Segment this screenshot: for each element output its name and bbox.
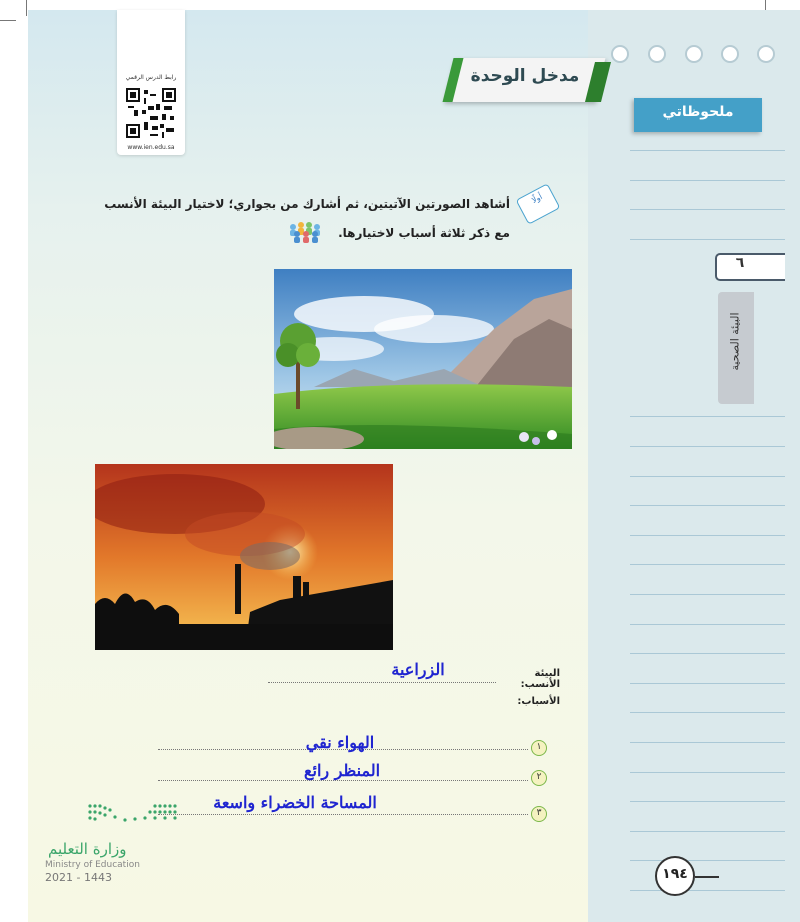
banner-title: مدخل الوحدة <box>470 66 580 86</box>
notebook-rule-line <box>630 860 785 861</box>
instruction-line: أشاهد الصورتين الآتيتين، ثم أشارك من بجواري؛ لاختيار البيئة الأنسب <box>104 197 510 211</box>
binder-ring <box>757 45 775 63</box>
qr-code-icon[interactable] <box>126 88 176 138</box>
reason-answer[interactable]: الهواء نقي <box>305 733 375 752</box>
notebook-rule-line <box>630 772 785 773</box>
notebook-rule-line <box>630 564 785 565</box>
reason-number: ٢ <box>531 770 547 786</box>
crop-mark <box>0 20 16 21</box>
notes-panel <box>588 10 800 922</box>
notebook-rule-line <box>630 535 785 536</box>
notebook-rule-line <box>630 624 785 625</box>
best-environment-answer[interactable]: الزراعية <box>391 660 445 679</box>
notebook-rule-line <box>630 446 785 447</box>
notebook-rule-line <box>630 505 785 506</box>
unit-title: البيئة الصحية <box>728 312 742 371</box>
reason-number: ٣ <box>531 806 547 822</box>
notebook-rule-line <box>630 683 785 684</box>
notebook-rule-line <box>630 831 785 832</box>
reason-answer[interactable]: المنظر رائع <box>303 761 381 780</box>
page-number-tick <box>695 876 719 878</box>
qr-card[interactable] <box>117 10 185 155</box>
notebook-rule-line <box>630 150 785 151</box>
binder-ring <box>721 45 739 63</box>
reason-number: ١ <box>531 740 547 756</box>
answer-line <box>268 681 496 683</box>
ministry-logo-icon <box>85 800 180 830</box>
binder-ring <box>685 45 703 63</box>
notebook-rule-line <box>630 239 785 240</box>
unit-number: ٦ <box>735 255 745 271</box>
notebook-rule-line <box>630 594 785 595</box>
ministry-name-ar: وزارة التعليم <box>48 840 127 858</box>
notebook-rule-line <box>630 209 785 210</box>
notebook-rule-line <box>630 653 785 654</box>
meadow-photo <box>274 269 572 449</box>
instruction-line: مع ذكر ثلاثة أسباب لاختيارها. <box>338 226 510 240</box>
notebook-rule-line <box>630 742 785 743</box>
activity-badge-label: أولًا <box>530 192 544 205</box>
notebook-rule-line <box>630 890 785 891</box>
crop-mark <box>26 0 27 16</box>
qr-url[interactable]: www.ien.edu.sa <box>127 144 175 151</box>
notes-title: ملحوظاتي <box>662 104 734 120</box>
edition-year: 2021 - 1443 <box>45 871 112 884</box>
notebook-rule-line <box>630 180 785 181</box>
page-number: ١٩٤ <box>662 866 688 882</box>
group-work-icon <box>287 220 325 244</box>
reasons-label: الأسباب: <box>517 696 560 707</box>
notebook-rule-line <box>630 712 785 713</box>
notebook-rule-line <box>630 801 785 802</box>
answer-line <box>158 813 528 815</box>
ministry-name-en: Ministry of Education <box>45 860 140 870</box>
notebook-rule-line <box>630 476 785 477</box>
best-environment-label: البيئة الأنسب: <box>520 668 560 690</box>
qr-label: رابط الدرس الرقمي <box>125 74 177 81</box>
notebook-rule-line <box>630 416 785 417</box>
binder-ring <box>611 45 629 63</box>
factory-smoke-photo <box>95 464 393 650</box>
binder-ring <box>648 45 666 63</box>
reason-answer[interactable]: المساحة الخضراء واسعة <box>213 793 377 812</box>
